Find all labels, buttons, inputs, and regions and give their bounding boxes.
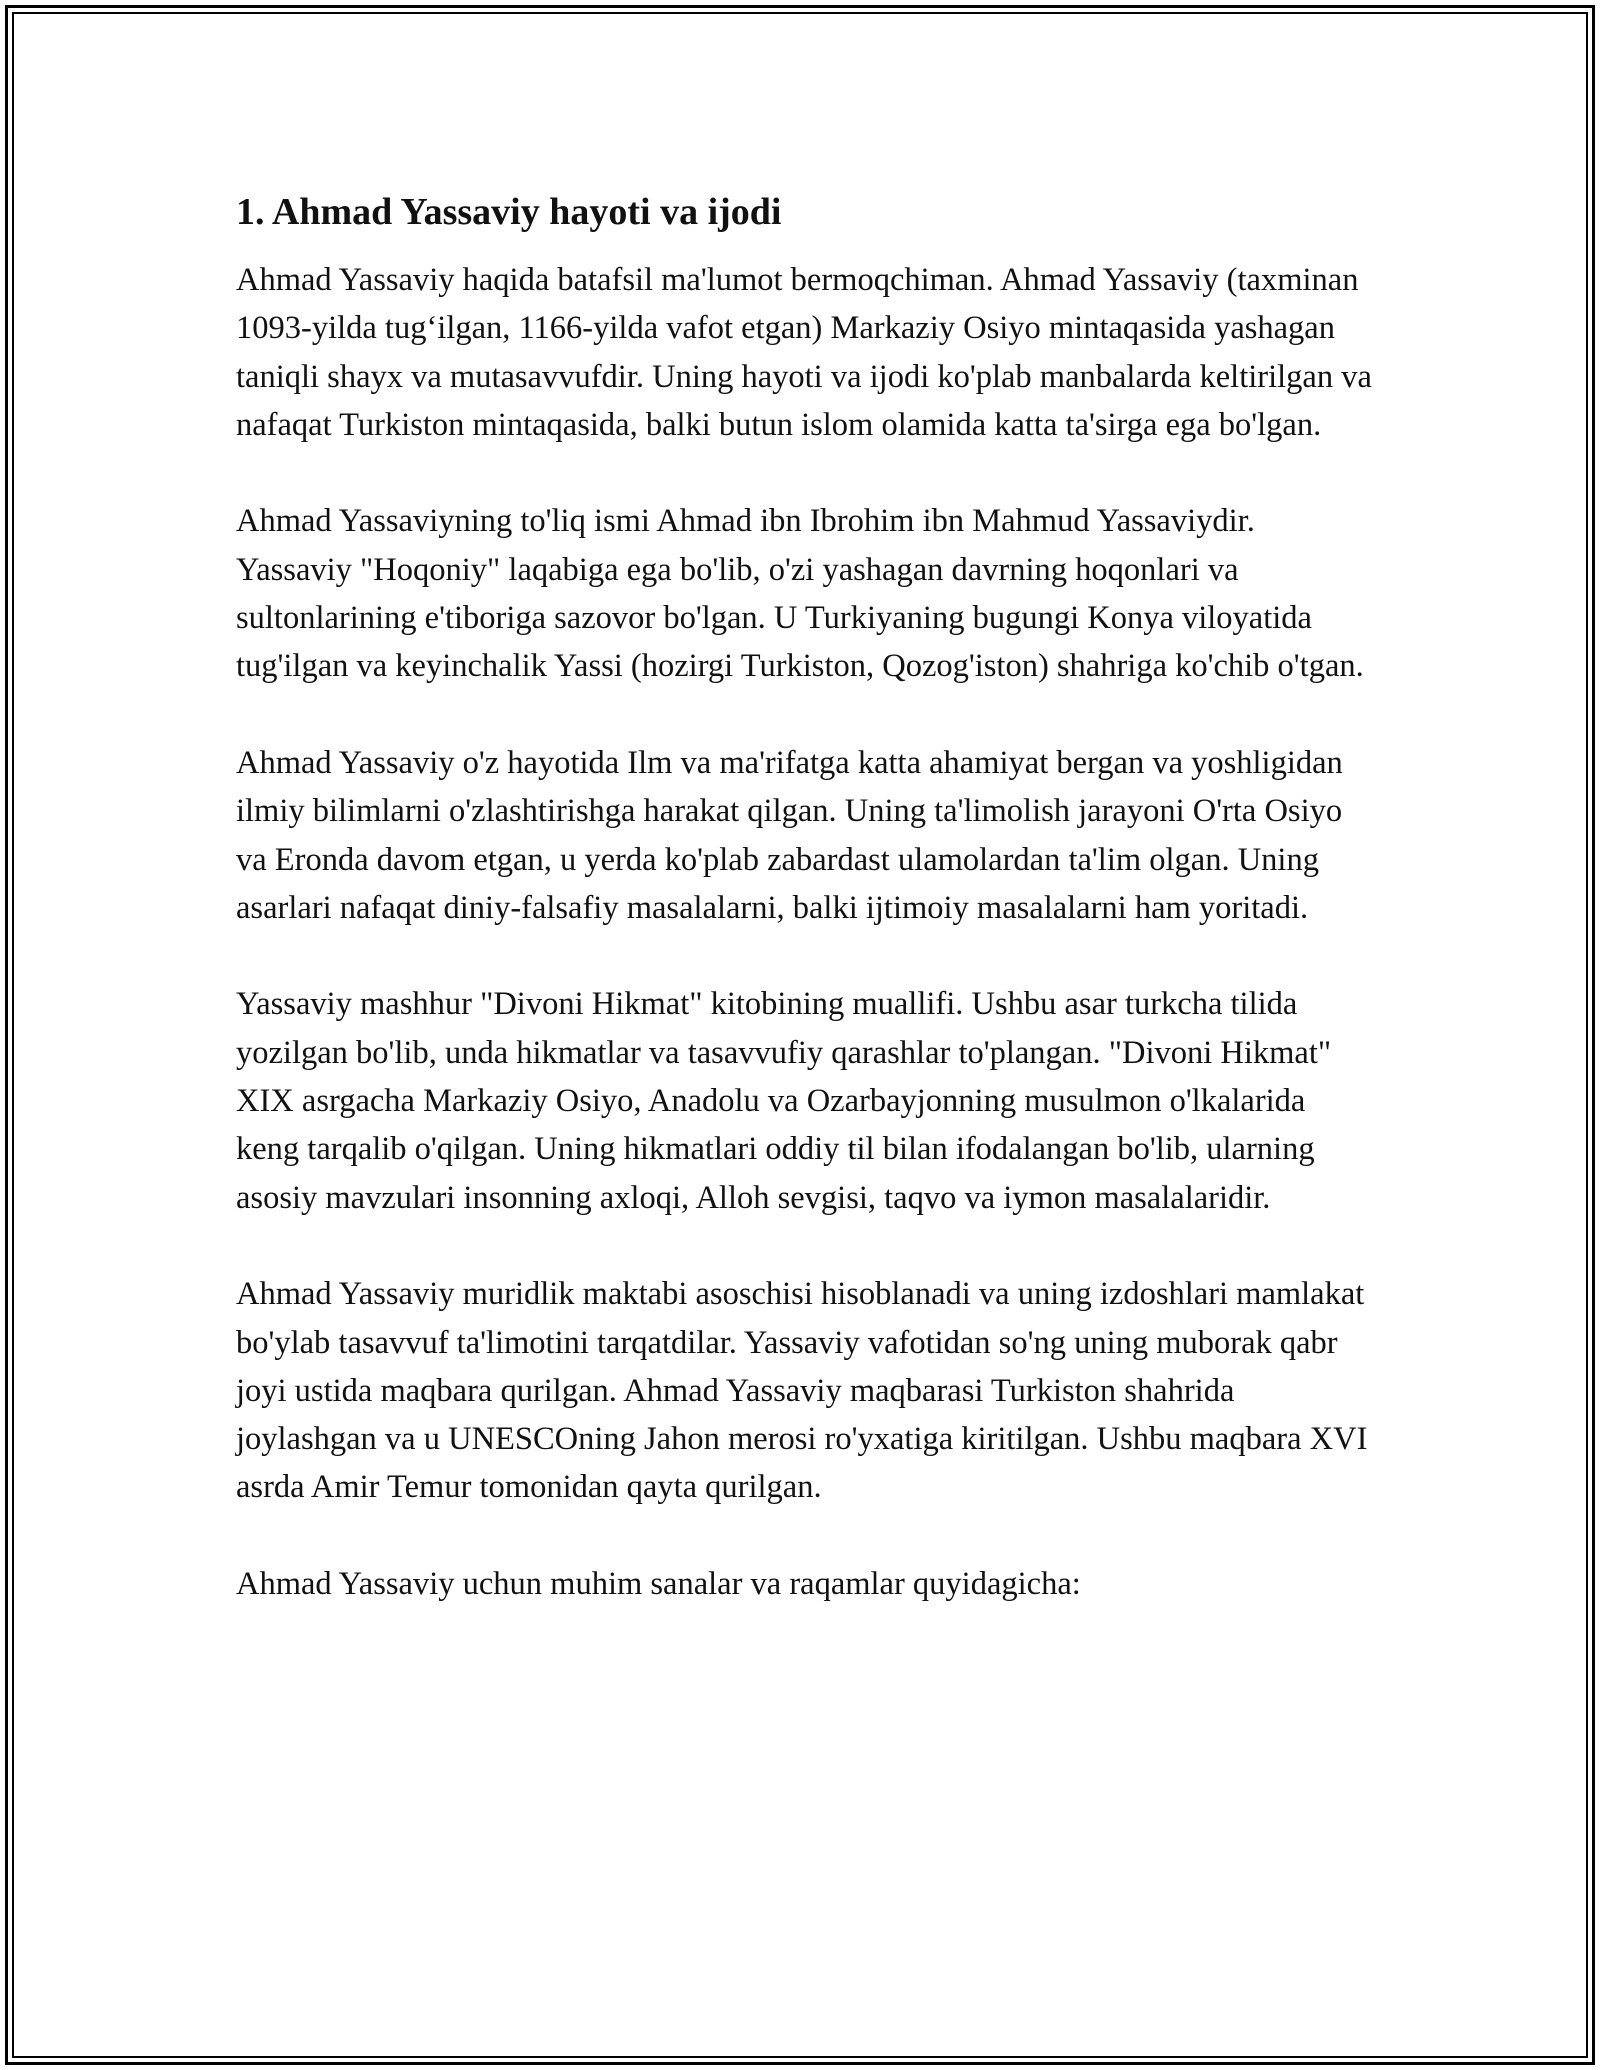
section-heading: 1. Ahmad Yassaviy hayoti va ijodi	[236, 191, 782, 233]
paragraph-full-name: Ahmad Yassaviyning to'liq ismi Ahmad ibn Ibrohim ibn Mahmud Yassaviydir. Yassaviy "Hoqoniy" laqabiga ega bo'lib, o'zi yashagan davrning hoqonlari va sultonlarining e'tiboriga sazovor bo'lgan. U Turkiyaning bugungi Konya viloyatida tug'ilgan va keyinchalik Yassi (hozirgi Turkiston, Qozog'iston) shahriga ko'chib o'tgan.	[236, 503, 1364, 685]
paragraph-key-dates-intro: Ahmad Yassaviy uchun muhim sanalar va raqamlar quyidagicha:	[236, 1566, 1081, 1603]
document-body	[236, 188, 1376, 1608]
paragraph-divoni-hikmat: Yassaviy mashhur "Divoni Hikmat" kitobining muallifi. Ushbu asar turkcha tilida yozilgan bo'lib, unda hikmatlar va tasavvufiy qarashlar to'plangan. "Divoni Hikmat" XIX asrgacha Markaziy Osiyo, Anadolu va Ozarbayjonning musulmon o'lkalarida keng tarqalib o'qilgan. Uning hikmatlari oddiy til bilan ifodalangan bo'lib, ularning asosiy mavzulari insonning axloqi, Alloh sevgisi, taqvo va iymon masalalaridir.	[236, 986, 1332, 1216]
paragraph-mausoleum: Ahmad Yassaviy muridlik maktabi asoschisi hisoblanadi va uning izdoshlari mamlakat bo'ylab tasavvuf ta'limotini tarqatdilar. Yassaviy vafotidan so'ng uning muborak qabr joyi ustida maqbara qurilgan. Ahmad Yassaviy maqbarasi Turkiston shahrida joylashgan va u UNESCOning Jahon merosi ro'yxatiga kiritilgan. Ushbu maqbara XVI asrda Amir Temur tomonidan qayta qurilgan.	[236, 1276, 1368, 1506]
paragraph-education: Ahmad Yassaviy o'z hayotida Ilm va ma'rifatga katta ahamiyat bergan va yoshligidan ilmiy bilimlarni o'zlashtirishga harakat qilgan. Uning ta'limolish jarayoni O'rta Osiyo va Eronda davom etgan, u yerda ko'plab zabardast ulamolardan ta'lim olgan. Uning asarlari nafaqat diniy-falsafiy masalalarni, balki ijtimoiy masalalarni ham yoritadi.	[236, 744, 1343, 926]
paragraph-intro: Ahmad Yassaviy haqida batafsil ma'lumot bermoqchiman. Ahmad Yassaviy (taxminan 1093-yilda tug‘ilgan, 1166-yilda vafot etgan) Markaziy Osiyo mintaqasida yashagan taniqli shayx va mutasavvufdir. Uning hayoti va ijodi ko'plab manbalarda keltirilgan va nafaqat Turkiston mintaqasida, balki butun islom olamida katta ta'sirga ega bo'lgan.	[236, 262, 1372, 443]
